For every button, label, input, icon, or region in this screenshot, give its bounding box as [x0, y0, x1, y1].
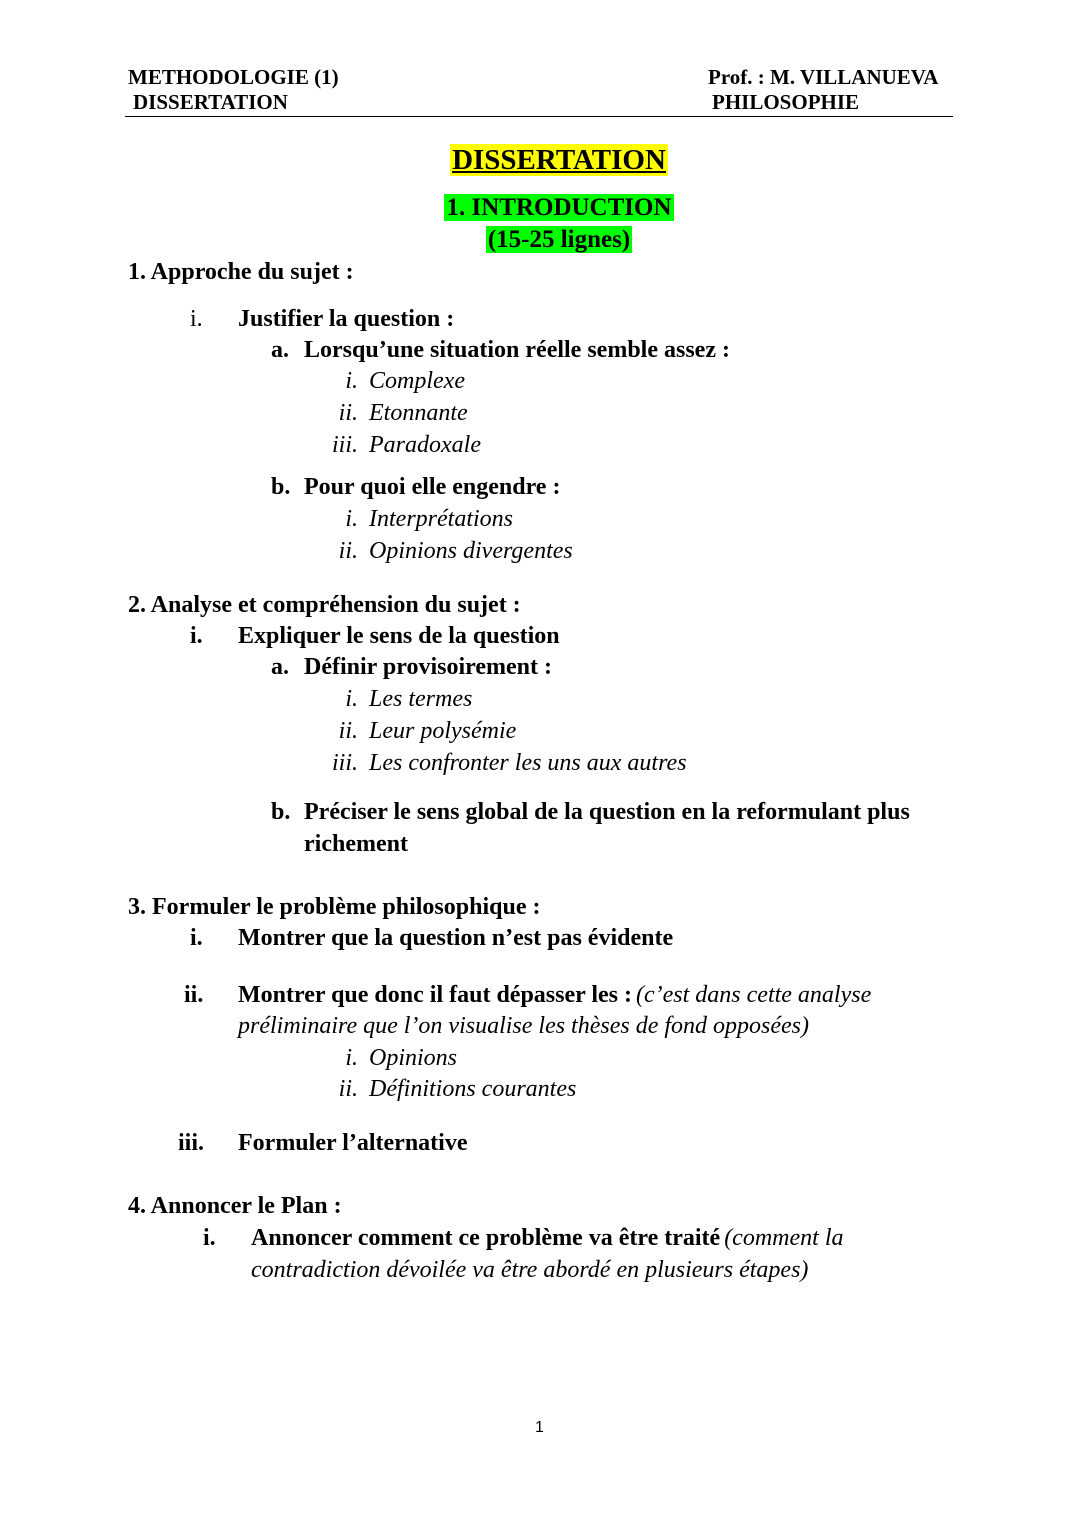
list-marker: i.	[190, 925, 203, 951]
section-title: 1. INTRODUCTION	[446, 194, 672, 221]
list-item: Formuler l’alternative	[238, 1130, 468, 1156]
list-item: Justifier la question :	[238, 306, 455, 332]
header-subject: PHILOSOPHIE	[712, 90, 860, 114]
list-marker: iii.	[178, 1130, 205, 1156]
list-item-continuation: richement	[304, 831, 408, 857]
list-marker: ii.	[338, 718, 358, 744]
list-marker: ii.	[184, 982, 204, 1008]
heading-probleme: 3. Formuler le problème philosophique :	[128, 894, 541, 920]
list-item: Opinions	[369, 1045, 458, 1071]
list-item-text: Montrer que donc il faut dépasser les :	[238, 982, 632, 1008]
list-item: Les confronter les uns aux autres	[369, 750, 687, 776]
header-course: METHODOLOGIE (1)	[128, 65, 339, 89]
list-item	[238, 981, 871, 1012]
list-item: Montrer que la question n’est pas évidente	[238, 925, 674, 951]
heading-analyse: 2. Analyse et compréhension du sujet :	[128, 592, 521, 618]
list-marker: i.	[345, 506, 358, 532]
list-marker: i.	[203, 1225, 216, 1251]
list-item: Opinions divergentes	[369, 538, 573, 564]
list-marker: iii.	[331, 750, 358, 776]
list-marker: b.	[271, 799, 291, 825]
list-marker: a.	[271, 654, 289, 680]
list-item	[251, 1224, 843, 1255]
list-marker: ii.	[338, 1076, 358, 1102]
list-marker: a.	[271, 337, 289, 363]
list-marker: i.	[345, 1045, 358, 1071]
list-marker: i.	[190, 306, 203, 332]
list-marker: i.	[190, 623, 203, 649]
list-item: Définitions courantes	[369, 1076, 577, 1102]
list-item-note: préliminaire que l’on visualise les thèses de fond opposées)	[238, 1013, 810, 1039]
list-item: Les termes	[369, 686, 473, 712]
page-title: DISSERTATION	[452, 144, 666, 176]
list-item: Expliquer le sens de la question	[238, 623, 560, 649]
list-item: Etonnante	[369, 400, 468, 426]
list-marker: iii.	[331, 432, 358, 458]
list-marker: b.	[271, 474, 291, 500]
list-item: Complexe	[369, 368, 465, 394]
list-item: Paradoxale	[369, 432, 481, 458]
header-topic: DISSERTATION	[133, 90, 288, 114]
list-marker: i.	[345, 368, 358, 394]
list-item: Lorsqu’une situation réelle semble assez :	[304, 337, 730, 363]
heading-plan: 4. Annoncer le Plan :	[128, 1193, 342, 1219]
list-item: Préciser le sens global de la question en la reformulant plus	[304, 799, 910, 825]
list-item-note: (c’est dans cette analyse	[636, 982, 872, 1008]
list-item-note: (comment la	[724, 1225, 844, 1251]
list-item: Définir provisoirement :	[304, 654, 552, 680]
list-item: Interprétations	[369, 506, 513, 532]
page-number: 1	[535, 1419, 544, 1436]
list-marker: ii.	[338, 538, 358, 564]
header-rule	[125, 116, 953, 117]
section-subtitle: (15-25 lignes)	[487, 226, 631, 253]
list-item-note: contradiction dévoilée va être abordé en plusieurs étapes)	[251, 1257, 809, 1283]
list-marker: ii.	[338, 400, 358, 426]
heading-approche: 1. Approche du sujet :	[128, 259, 354, 285]
list-item: Pour quoi elle engendre :	[304, 474, 561, 500]
list-item-text: Annoncer comment ce problème va être traité	[251, 1225, 721, 1251]
list-item: Leur polysémie	[369, 718, 517, 744]
list-marker: i.	[345, 686, 358, 712]
header-teacher: Prof. : M. VILLANUEVA	[708, 65, 939, 89]
